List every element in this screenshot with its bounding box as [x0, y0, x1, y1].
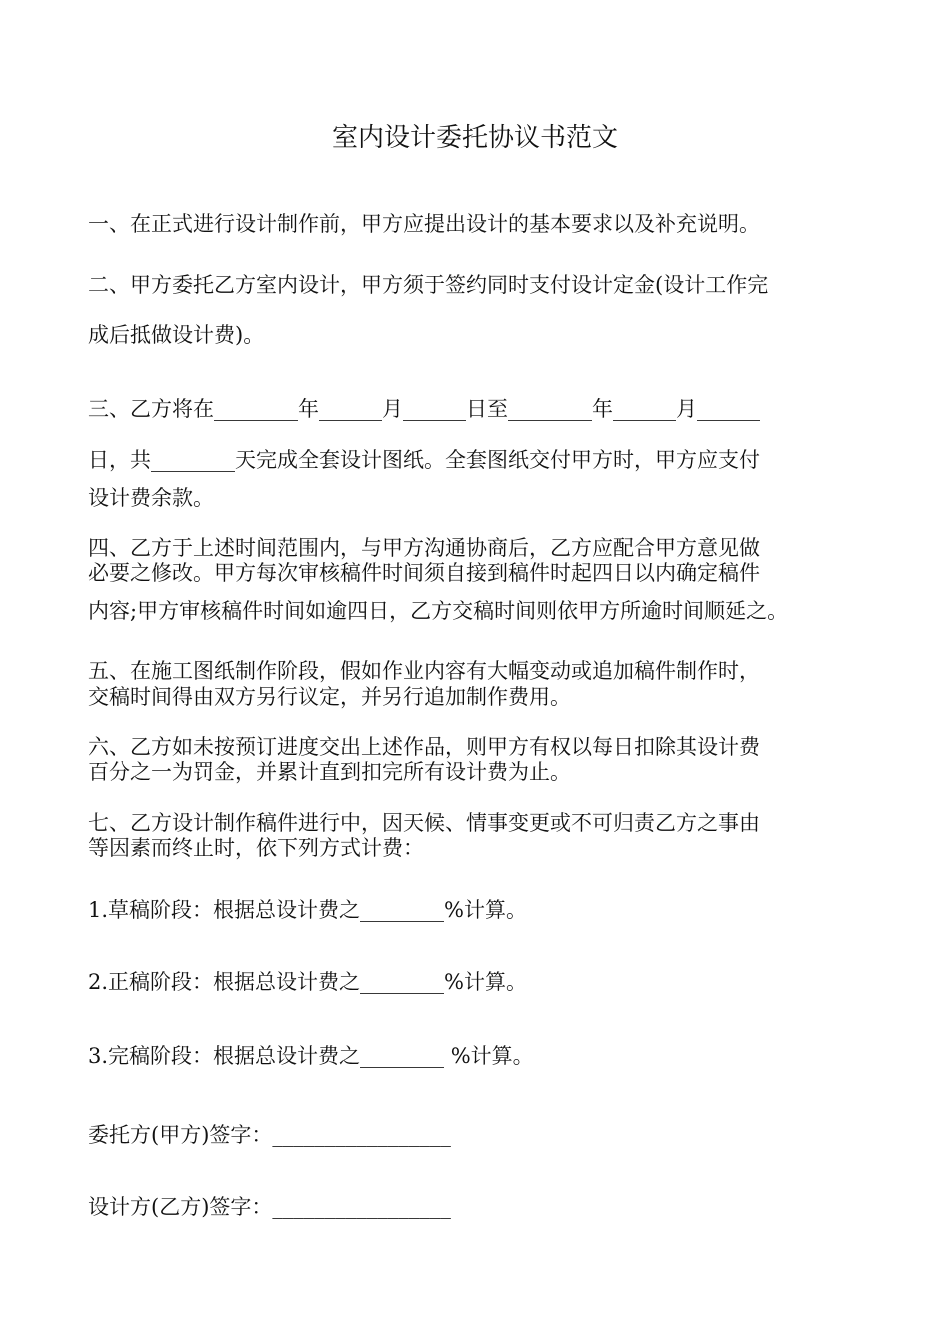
clause-5-line-2: 交稿时间得由双方另行议定，并另行追加制作费用。 — [88, 685, 571, 709]
clause-5-line-1: 五、在施工图纸制作阶段，假如作业内容有大幅变动或追加稿件制作时， — [88, 659, 760, 683]
clause-3-line-3: 设计费余款。 — [88, 486, 214, 510]
clause-3-line-2: 日，共________天完成全套设计图纸。全套图纸交付甲方时，甲方应支付 — [88, 448, 760, 472]
clause-1-line-1: 一、在正式进行设计制作前，甲方应提出设计的基本要求以及补充说明。 — [88, 212, 760, 236]
clause-2-line-1: 二、甲方委托乙方室内设计，甲方须于签约同时支付设计定金(设计工作完 — [88, 273, 769, 297]
fee-final-stage: 3.完稿阶段：根据总设计费之________ %计算。 — [88, 1044, 534, 1068]
clause-2-line-2: 成后抵做设计费)。 — [88, 323, 265, 347]
client-signature-line: 委托方(甲方)签字：_________________ — [88, 1123, 451, 1147]
clause-4-line-1: 四、乙方于上述时间范围内，与甲方沟通协商后，乙方应配合甲方意见做 — [88, 536, 760, 560]
clause-7-line-2: 等因素而终止时，依下列方式计费： — [88, 836, 424, 860]
clause-6-line-1: 六、乙方如未按预订进度交出上述作品，则甲方有权以每日扣除其设计费 — [88, 735, 760, 759]
clause-7-line-1: 七、乙方设计制作稿件进行中，因天候、情事变更或不可归责乙方之事由 — [88, 811, 760, 835]
document-title: 室内设计委托协议书范文 — [331, 123, 618, 153]
clause-3-line-1: 三、乙方将在________年______月______日至________年______月______ — [88, 397, 760, 421]
clause-4-line-2: 必要之修改。甲方每次审核稿件时间须自接到稿件时起四日以内确定稿件 — [88, 561, 760, 585]
clause-4-line-3: 内容;甲方审核稿件时间如逾四日，乙方交稿时间则依甲方所逾时间顺延之。 — [88, 599, 789, 623]
fee-formal-stage: 2.正稿阶段：根据总设计费之________%计算。 — [88, 970, 527, 994]
designer-signature-line: 设计方(乙方)签字：_________________ — [88, 1195, 451, 1219]
clause-6-line-2: 百分之一为罚金，并累计直到扣完所有设计费为止。 — [88, 760, 571, 784]
fee-draft-stage: 1.草稿阶段：根据总设计费之________%计算。 — [88, 898, 527, 922]
